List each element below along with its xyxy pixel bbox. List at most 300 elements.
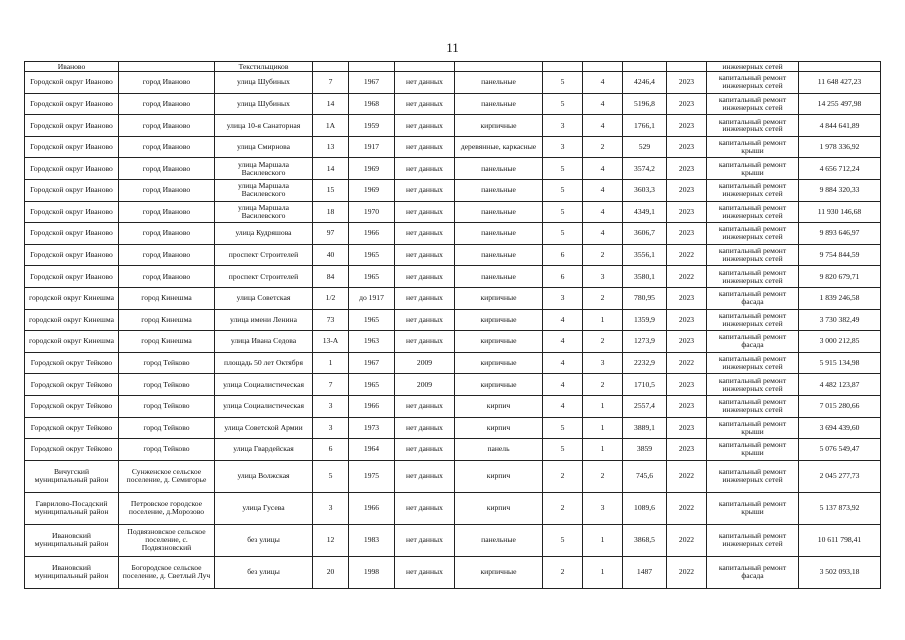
cell-cost: 9 754 844,59 <box>799 244 881 266</box>
cell-repair-type: капитальный ремонт инженерных сетей <box>707 223 799 245</box>
cell-municipality: Городской округ Иваново <box>25 72 119 94</box>
cell-area: 1359,9 <box>623 309 667 331</box>
cell-cost: 7 015 280,66 <box>799 395 881 417</box>
cell-floors: 3 <box>543 115 583 137</box>
cell-repair-type: капитальный ремонт инженерных сетей <box>707 93 799 115</box>
cell-cost: 5 137 873,92 <box>799 492 881 524</box>
cell-entrances: 1 <box>583 524 623 556</box>
cell-area: 3859 <box>623 439 667 461</box>
cell-settlement: город Кинешма <box>119 309 215 331</box>
cell-renovation-year: нет данных <box>395 460 455 492</box>
cell-repair-year: 2023 <box>667 158 707 180</box>
cell-wall-material: панельные <box>455 93 543 115</box>
cell-cost: 5 076 549,47 <box>799 439 881 461</box>
page-number: 11 <box>446 40 459 55</box>
cell-repair-type: капитальный ремонт инженерных сетей <box>707 244 799 266</box>
table-row <box>25 93 881 115</box>
cell-house-number: 13 <box>313 136 349 158</box>
cell-build-year: 1973 <box>349 417 395 439</box>
cell-wall-material: кирпичные <box>455 115 543 137</box>
cell-repair-type: капитальный ремонт крыши <box>707 136 799 158</box>
cell-build-year: 1975 <box>349 460 395 492</box>
cell-build-year <box>349 62 395 72</box>
cell-floors: 4 <box>543 331 583 353</box>
cell-house-number: 73 <box>313 309 349 331</box>
cell-entrances: 4 <box>583 179 623 201</box>
cell-renovation-year: нет данных <box>395 309 455 331</box>
table-row <box>25 201 881 223</box>
cell-repair-year: 2023 <box>667 331 707 353</box>
cell-municipality: Ивановский муниципальный район <box>25 524 119 556</box>
cell-entrances: 2 <box>583 460 623 492</box>
table-row <box>25 460 881 492</box>
table-row <box>25 492 881 524</box>
cell-municipality: Ивановский муниципальный район <box>25 556 119 588</box>
table-row <box>25 115 881 137</box>
cell-street: без улицы <box>215 524 313 556</box>
cell-entrances: 2 <box>583 331 623 353</box>
cell-floors: 5 <box>543 93 583 115</box>
cell-cost: 9 893 646,97 <box>799 223 881 245</box>
cell-floors: 2 <box>543 492 583 524</box>
cell-renovation-year: нет данных <box>395 287 455 309</box>
cell-repair-year: 2022 <box>667 492 707 524</box>
cell-street: улица Гусева <box>215 492 313 524</box>
cell-build-year: 1998 <box>349 556 395 588</box>
cell-renovation-year: 2009 <box>395 352 455 374</box>
cell-settlement: город Тейково <box>119 417 215 439</box>
table-row <box>25 395 881 417</box>
cell-municipality: городской округ Кинешма <box>25 309 119 331</box>
cell-repair-year: 2023 <box>667 395 707 417</box>
cell-house-number: 18 <box>313 201 349 223</box>
cell-area: 3580,1 <box>623 266 667 288</box>
cell-area: 5196,8 <box>623 93 667 115</box>
cell-build-year: 1965 <box>349 266 395 288</box>
cell-cost: 3 000 212,85 <box>799 331 881 353</box>
cell-floors: 2 <box>543 556 583 588</box>
cell-repair-type: инженерных сетей <box>707 62 799 72</box>
cell-build-year: 1965 <box>349 374 395 396</box>
cell-repair-type: капитальный ремонт крыши <box>707 158 799 180</box>
cell-repair-type: капитальный ремонт инженерных сетей <box>707 524 799 556</box>
cell-municipality: Гаврилово-Посадский муниципальный район <box>25 492 119 524</box>
cell-repair-year: 2023 <box>667 223 707 245</box>
cell-entrances: 3 <box>583 492 623 524</box>
cell-street: улица Волжская <box>215 460 313 492</box>
cell-build-year: 1967 <box>349 352 395 374</box>
cell-area: 3603,3 <box>623 179 667 201</box>
cell-wall-material: кирпичные <box>455 556 543 588</box>
cell-build-year: 1966 <box>349 223 395 245</box>
cell-municipality: Городской округ Иваново <box>25 115 119 137</box>
cell-repair-year: 2023 <box>667 136 707 158</box>
cell-build-year: 1983 <box>349 524 395 556</box>
cell-repair-type: капитальный ремонт крыши <box>707 492 799 524</box>
cell-wall-material: кирпичные <box>455 287 543 309</box>
cell-renovation-year: нет данных <box>395 93 455 115</box>
cell-renovation-year: нет данных <box>395 115 455 137</box>
cell-entrances: 3 <box>583 266 623 288</box>
cell-renovation-year: нет данных <box>395 72 455 94</box>
cell-settlement: город Тейково <box>119 374 215 396</box>
cell-repair-type: капитальный ремонт инженерных сетей <box>707 395 799 417</box>
cell-street: улица Маршала Василевского <box>215 158 313 180</box>
cell-house-number: 84 <box>313 266 349 288</box>
cell-entrances: 1 <box>583 556 623 588</box>
cell-municipality: Вичугский муниципальный район <box>25 460 119 492</box>
table-row <box>25 524 881 556</box>
cell-renovation-year: нет данных <box>395 395 455 417</box>
cell-municipality: Городской округ Иваново <box>25 266 119 288</box>
cell-settlement: город Тейково <box>119 352 215 374</box>
cell-street: улица Маршала Василевского <box>215 179 313 201</box>
cell-repair-type: капитальный ремонт крыши <box>707 439 799 461</box>
table-row <box>25 352 881 374</box>
cell-repair-type: капитальный ремонт инженерных сетей <box>707 115 799 137</box>
cell-street: улица Гвардейская <box>215 439 313 461</box>
cell-settlement: город Иваново <box>119 115 215 137</box>
cell-repair-year: 2022 <box>667 460 707 492</box>
cell-cost: 3 730 382,49 <box>799 309 881 331</box>
cell-area: 780,95 <box>623 287 667 309</box>
cell-entrances: 1 <box>583 395 623 417</box>
table-row <box>25 179 881 201</box>
cell-floors: 5 <box>543 158 583 180</box>
table-row <box>25 223 881 245</box>
cell-municipality: городской округ Кинешма <box>25 287 119 309</box>
cell-repair-type: капитальный ремонт крыши <box>707 417 799 439</box>
cell-area: 529 <box>623 136 667 158</box>
cell-municipality: Городской округ Тейково <box>25 439 119 461</box>
cell-floors: 4 <box>543 374 583 396</box>
cell-cost: 2 045 277,73 <box>799 460 881 492</box>
cell-area: 3556,1 <box>623 244 667 266</box>
cell-repair-type: капитальный ремонт инженерных сетей <box>707 309 799 331</box>
cell-settlement: город Иваново <box>119 72 215 94</box>
cell-cost: 9 820 679,71 <box>799 266 881 288</box>
cell-settlement: Сунженское сельское поселение, д. Семигорье <box>119 460 215 492</box>
cell-entrances: 4 <box>583 158 623 180</box>
cell-street: Текстильщиков <box>215 62 313 72</box>
cell-wall-material: панельные <box>455 223 543 245</box>
cell-wall-material: панельные <box>455 201 543 223</box>
cell-area <box>623 62 667 72</box>
cell-house-number: 3 <box>313 417 349 439</box>
cell-cost: 4 482 123,87 <box>799 374 881 396</box>
cell-municipality: Иваново <box>25 62 119 72</box>
cell-floors: 3 <box>543 287 583 309</box>
cell-house-number: 97 <box>313 223 349 245</box>
cell-repair-year: 2022 <box>667 244 707 266</box>
cell-wall-material: кирпичные <box>455 331 543 353</box>
cell-floors: 5 <box>543 72 583 94</box>
cell-cost: 14 255 497,98 <box>799 93 881 115</box>
cell-entrances: 3 <box>583 352 623 374</box>
table-row <box>25 374 881 396</box>
cell-settlement: город Кинешма <box>119 331 215 353</box>
cell-floors: 5 <box>543 201 583 223</box>
cell-house-number: 13-А <box>313 331 349 353</box>
cell-cost: 9 884 320,33 <box>799 179 881 201</box>
cell-settlement <box>119 62 215 72</box>
cell-street: улица Ивана Седова <box>215 331 313 353</box>
cell-house-number: 14 <box>313 158 349 180</box>
cell-entrances: 4 <box>583 115 623 137</box>
cell-repair-type: капитальный ремонт инженерных сетей <box>707 374 799 396</box>
cell-area: 3574,2 <box>623 158 667 180</box>
cell-repair-type: капитальный ремонт фасада <box>707 287 799 309</box>
cell-repair-year: 2022 <box>667 524 707 556</box>
cell-municipality: Городской округ Тейково <box>25 374 119 396</box>
cell-municipality: Городской округ Иваново <box>25 158 119 180</box>
cell-municipality: Городской округ Иваново <box>25 179 119 201</box>
cell-street: улица Кудряшова <box>215 223 313 245</box>
cell-wall-material: панельные <box>455 72 543 94</box>
cell-floors: 5 <box>543 223 583 245</box>
cell-repair-year: 2023 <box>667 439 707 461</box>
cell-wall-material: панельные <box>455 158 543 180</box>
cell-build-year: 1969 <box>349 179 395 201</box>
cell-cost: 5 915 134,98 <box>799 352 881 374</box>
cell-municipality: Городской округ Тейково <box>25 395 119 417</box>
cell-entrances: 2 <box>583 244 623 266</box>
cell-floors <box>543 62 583 72</box>
cell-build-year: 1917 <box>349 136 395 158</box>
cell-street: улица Шубиных <box>215 93 313 115</box>
cell-wall-material: панель <box>455 439 543 461</box>
cell-entrances: 1 <box>583 439 623 461</box>
cell-wall-material: кирпич <box>455 395 543 417</box>
cell-house-number: 1А <box>313 115 349 137</box>
cell-entrances: 2 <box>583 136 623 158</box>
cell-repair-year: 2023 <box>667 115 707 137</box>
cell-wall-material: панельные <box>455 179 543 201</box>
cell-house-number <box>313 62 349 72</box>
cell-house-number: 7 <box>313 374 349 396</box>
cell-repair-year: 2023 <box>667 287 707 309</box>
cell-wall-material: панельные <box>455 266 543 288</box>
cell-floors: 5 <box>543 417 583 439</box>
cell-entrances: 4 <box>583 72 623 94</box>
cell-entrances: 4 <box>583 201 623 223</box>
cell-repair-year: 2023 <box>667 93 707 115</box>
cell-area: 3868,5 <box>623 524 667 556</box>
cell-street: улица Советская <box>215 287 313 309</box>
cell-house-number: 1 <box>313 352 349 374</box>
cell-area: 3889,1 <box>623 417 667 439</box>
cell-area: 4246,4 <box>623 72 667 94</box>
cell-build-year: 1963 <box>349 331 395 353</box>
cell-settlement: город Иваново <box>119 158 215 180</box>
cell-cost: 3 694 439,60 <box>799 417 881 439</box>
cell-wall-material <box>455 62 543 72</box>
cell-wall-material: кирпичные <box>455 309 543 331</box>
cell-wall-material: деревянные, каркасные <box>455 136 543 158</box>
cell-street: улица Социалистическая <box>215 374 313 396</box>
cell-build-year: до 1917 <box>349 287 395 309</box>
cell-build-year: 1970 <box>349 201 395 223</box>
cell-repair-type: капитальный ремонт инженерных сетей <box>707 179 799 201</box>
cell-municipality: городской округ Кинешма <box>25 331 119 353</box>
cell-build-year: 1965 <box>349 309 395 331</box>
cell-repair-year: 2022 <box>667 352 707 374</box>
cell-repair-year: 2022 <box>667 266 707 288</box>
cell-build-year: 1966 <box>349 492 395 524</box>
cell-repair-type: капитальный ремонт фасада <box>707 556 799 588</box>
cell-settlement: город Тейково <box>119 395 215 417</box>
cell-entrances: 4 <box>583 93 623 115</box>
cell-street: проспект Строителей <box>215 266 313 288</box>
cell-house-number: 3 <box>313 492 349 524</box>
cell-settlement: город Иваново <box>119 266 215 288</box>
cell-repair-type: капитальный ремонт инженерных сетей <box>707 266 799 288</box>
cell-build-year: 1959 <box>349 115 395 137</box>
cell-area: 1089,6 <box>623 492 667 524</box>
cell-cost: 10 611 798,41 <box>799 524 881 556</box>
cell-settlement: город Иваново <box>119 201 215 223</box>
cell-house-number: 7 <box>313 72 349 94</box>
cell-build-year: 1967 <box>349 72 395 94</box>
table-row <box>25 136 881 158</box>
cell-house-number: 14 <box>313 93 349 115</box>
cell-cost: 1 839 246,58 <box>799 287 881 309</box>
cell-entrances <box>583 62 623 72</box>
cell-build-year: 1964 <box>349 439 395 461</box>
table-row <box>25 331 881 353</box>
cell-wall-material: кирпич <box>455 492 543 524</box>
cell-renovation-year: нет данных <box>395 201 455 223</box>
table-row <box>25 287 881 309</box>
cell-house-number: 40 <box>313 244 349 266</box>
cell-street: улица имени Ленина <box>215 309 313 331</box>
cell-area: 1487 <box>623 556 667 588</box>
cell-house-number: 6 <box>313 439 349 461</box>
cell-wall-material: панельные <box>455 524 543 556</box>
cell-area: 3606,7 <box>623 223 667 245</box>
table-row <box>25 556 881 588</box>
cell-repair-year: 2023 <box>667 309 707 331</box>
cell-floors: 5 <box>543 439 583 461</box>
cell-repair-year: 2022 <box>667 556 707 588</box>
cell-renovation-year: нет данных <box>395 223 455 245</box>
cell-cost: 3 502 093,18 <box>799 556 881 588</box>
cell-repair-type: капитальный ремонт инженерных сетей <box>707 460 799 492</box>
cell-renovation-year: нет данных <box>395 266 455 288</box>
table-row <box>25 417 881 439</box>
housing-repair-table <box>24 61 881 589</box>
cell-repair-type: капитальный ремонт инженерных сетей <box>707 352 799 374</box>
cell-build-year: 1969 <box>349 158 395 180</box>
cell-repair-year: 2023 <box>667 417 707 439</box>
cell-street: проспект Строителей <box>215 244 313 266</box>
cell-repair-year: 2023 <box>667 179 707 201</box>
cell-cost: 11 930 146,68 <box>799 201 881 223</box>
cell-floors: 4 <box>543 309 583 331</box>
cell-renovation-year: нет данных <box>395 136 455 158</box>
cell-municipality: Городской округ Иваново <box>25 201 119 223</box>
cell-settlement: город Иваново <box>119 179 215 201</box>
cell-municipality: Городской округ Тейково <box>25 352 119 374</box>
cell-house-number: 3 <box>313 395 349 417</box>
cell-settlement: город Иваново <box>119 136 215 158</box>
cell-entrances: 2 <box>583 287 623 309</box>
cell-renovation-year: нет данных <box>395 439 455 461</box>
cell-floors: 6 <box>543 244 583 266</box>
cell-house-number: 20 <box>313 556 349 588</box>
cell-street: без улицы <box>215 556 313 588</box>
cell-repair-type: капитальный ремонт инженерных сетей <box>707 72 799 94</box>
cell-settlement: Петровское городское поселение, д.Морозово <box>119 492 215 524</box>
table-row <box>25 158 881 180</box>
cell-floors: 4 <box>543 352 583 374</box>
cell-settlement: город Иваново <box>119 93 215 115</box>
cell-wall-material: кирпичные <box>455 374 543 396</box>
cell-area: 2557,4 <box>623 395 667 417</box>
cell-street: улица Маршала Василевского <box>215 201 313 223</box>
cell-wall-material: панельные <box>455 244 543 266</box>
cell-renovation-year <box>395 62 455 72</box>
cell-cost: 11 648 427,23 <box>799 72 881 94</box>
cell-area: 2232,9 <box>623 352 667 374</box>
cell-renovation-year: 2009 <box>395 374 455 396</box>
cell-settlement: город Иваново <box>119 244 215 266</box>
cell-wall-material: кирпичные <box>455 352 543 374</box>
cell-municipality: Городской округ Иваново <box>25 93 119 115</box>
table-row <box>25 72 881 94</box>
cell-area: 745,6 <box>623 460 667 492</box>
cell-repair-year: 2023 <box>667 201 707 223</box>
cell-area: 1766,1 <box>623 115 667 137</box>
cell-entrances: 2 <box>583 374 623 396</box>
cell-house-number: 12 <box>313 524 349 556</box>
cell-municipality: Городской округ Иваново <box>25 136 119 158</box>
cell-municipality: Городской округ Иваново <box>25 244 119 266</box>
cell-renovation-year: нет данных <box>395 524 455 556</box>
cell-settlement: город Кинешма <box>119 287 215 309</box>
cell-renovation-year: нет данных <box>395 331 455 353</box>
cell-wall-material: кирпич <box>455 417 543 439</box>
table-row <box>25 244 881 266</box>
cell-house-number: 1/2 <box>313 287 349 309</box>
cell-cost: 1 978 336,92 <box>799 136 881 158</box>
cell-settlement: город Тейково <box>119 439 215 461</box>
cell-build-year: 1965 <box>349 244 395 266</box>
cell-street: площадь 50 лет Октября <box>215 352 313 374</box>
cell-street: улица 10-я Санаторная <box>215 115 313 137</box>
cell-floors: 2 <box>543 460 583 492</box>
cell-municipality: Городской округ Тейково <box>25 417 119 439</box>
cell-cost <box>799 62 881 72</box>
cell-street: улица Шубиных <box>215 72 313 94</box>
table-row <box>25 309 881 331</box>
cell-repair-year: 2023 <box>667 374 707 396</box>
cell-entrances: 1 <box>583 417 623 439</box>
cell-settlement: Богородское сельское поселение, д. Светлый Луч <box>119 556 215 588</box>
cell-entrances: 4 <box>583 223 623 245</box>
cell-entrances: 1 <box>583 309 623 331</box>
cell-cost: 4 844 641,89 <box>799 115 881 137</box>
cell-repair-type: капитальный ремонт фасада <box>707 331 799 353</box>
table-row <box>25 266 881 288</box>
cell-repair-year <box>667 62 707 72</box>
cell-renovation-year: нет данных <box>395 417 455 439</box>
cell-cost: 4 656 712,24 <box>799 158 881 180</box>
cell-renovation-year: нет данных <box>395 556 455 588</box>
cell-house-number: 5 <box>313 460 349 492</box>
cell-house-number: 15 <box>313 179 349 201</box>
cell-build-year: 1966 <box>349 395 395 417</box>
